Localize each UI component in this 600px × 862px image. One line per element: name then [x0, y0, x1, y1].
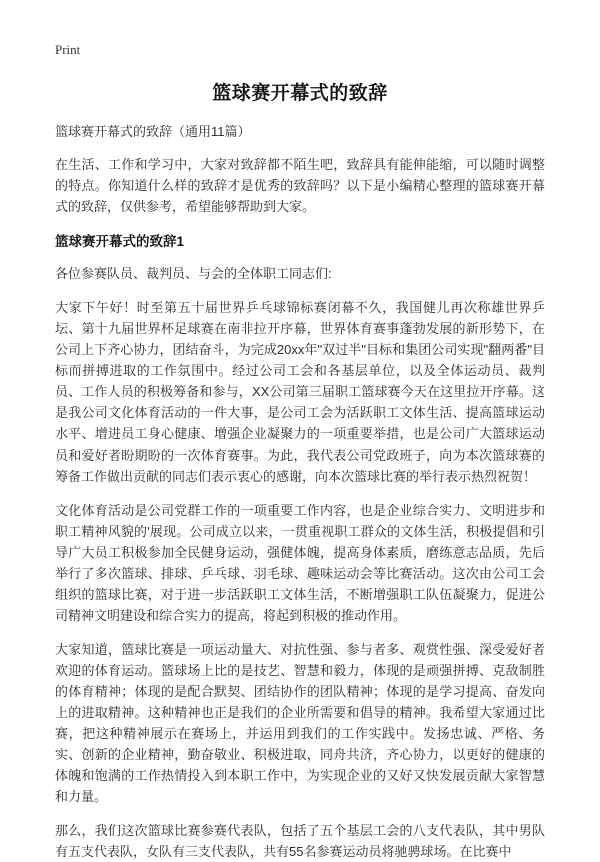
- salutation-line: 各位参赛队员、裁判员、与会的全体职工同志们:: [55, 266, 332, 282]
- intro-paragraph: 在生活、工作和学习中，大家对致辞都不陌生吧，致辞具有能伸能缩，可以随时调整的特点。你知道什么样的致辞才是优秀的致辞吗？以下是小编精心整理的篮球赛开幕式的致辞，仅供参考，希望能够帮助到大家。: [55, 157, 545, 215]
- document-subtitle: 篮球赛开幕式的致辞（通用11篇）: [55, 124, 251, 139]
- page-title: 篮球赛开幕式的致辞: [212, 83, 388, 104]
- speech-paragraph-2: 文化体育活动是公司党群工作的一项重要工作内容，也是企业综合实力、文明进步和职工精神风貌的'展现。公司成立以来，一贯重视职工群众的文体生活，积极提倡和引导广大员工积极参加全民健身运动，强健体魄，提高身体素质，磨练意志品质，先后举行了多次篮球、排球、乒乓球、羽毛球、趣味运动会等比赛活动。这次由公司工会组织的篮球比赛，对于进一步活跃职工文体生活，不断增强职工队伍凝聚力，促进公司精神文明建设和综合实力的提高，将起到积极的推动作用。: [55, 502, 545, 623]
- speech-paragraph-4: 那么，我们这次篮球比赛参赛代表队，包括了五个基层工会的八支代表队，其中男队有五支代表队，女队有三支代表队，共有55名参赛运动员将驰骋球场。在比赛中: [55, 823, 545, 860]
- section-heading-1: 篮球赛开幕式的致辞1: [55, 234, 185, 250]
- speech-paragraph-1: 大家下午好！时至第五十届世界乒乓球锦标赛闭幕不久，我国健儿再次称雄世界乒坛、第十九届世界杯足球赛在南非拉开序幕，世界体育赛事蓬勃发展的新形势下，在公司上下齐心协力，团结奋斗，为完成20xx年"双过半"目标和集团公司实现"翻两番"目标而拼搏进取的工作氛围中。经过公司工会和各基层单位，以及全体运动员、裁判员、工作人员的积极筹备和参与，XX公司第三届职工篮球赛今天在这里拉开序幕。这是我公司文化体育活动的一件大事，是公司工会为活跃职工文体生活、提高篮球运动水平、增进员工身心健康、增强企业凝聚力的一项重要举措，也是公司广大篮球运动员和爱好者盼期盼的一次体育赛事。为此，我代表公司党政班子，向为本次篮球赛的筹备工作做出贡献的同志们表示衷心的感谢，向本次篮球比赛的举行表示热烈祝贺！: [55, 300, 545, 484]
- print-button[interactable]: Print: [55, 42, 81, 57]
- speech-paragraph-3: 大家知道，篮球比赛是一项运动量大、对抗性强、参与者多、观赏性强、深受爱好者欢迎的体育运动。篮球场上比的是技艺、智慧和毅力，体现的是顽强拼搏、克敌制胜的体育精神；体现的是配合默契、团结协作的团队精神；体现的是学习提高、奋发向上的进取精神。这种精神也正是我们的企业所需要和倡导的精神。我希望大家通过比赛，把这种精神展示在赛场上，并运用到我们的工作实践中。发扬忠诚、严格、务实、创新的企业精神，勤奋敬业、积极进取，同舟共济，齐心协力，以更好的健康的体魄和饱满的工作热情投入到本职工作中，为实现企业的又好又快发展贡献大家智慧和力量。: [55, 641, 545, 805]
